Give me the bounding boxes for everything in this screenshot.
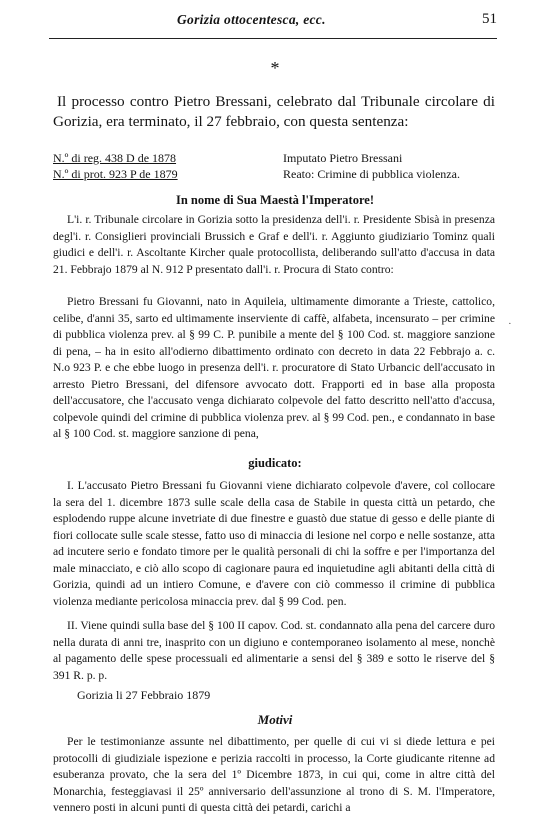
tribunal-paragraph: L'i. r. Tribunale circolare in Gorizia sotto la presidenza dell'i. r. Presidente Sbisà in presenza degl'i. r. Consiglieri provinciali Brussich e Graf e dell'i. r. Aggiunto giudiziario Tominz quali giudici e dell'i. r. Ascoltante Kircher quale protocollista, deliberando sull'atto d'accusa in data 21. Febbrajo 1879 al N. 912 P presentato dall'i. r. Procura di Stato contro: <box>53 213 495 276</box>
accused-paragraph: Pietro Bressani fu Giovanni, nato in Aquileia, ultimamente dimorante a Trieste, cattolico, celibe, d'anni 35, sarto ed ultimamente inserviente di caffè, alfabeta, incensurato – per crimine di pubblica violenza prev. al § 99 C. P. punibile a mente del § 100 Cod. st. maggiore sanzione di pena, – ha in esito all'odierno dibattimento ordinato con decreto in data 22 Febbrajo a. c. N.o 923 P. e che ebbe luogo in presenza dell'i. r. procuratore di Stato Urbancic dell'accusato in arresto Pietro Bressani, del difensore avvocato dott. Frapporti ed in base alla proposta dell'accusatore, che l'accusato venga dichiarato colpevole del fatto descritto nell'atto d'accusa, colpevole quindi del crimine di pubblica violenza prev. al § 99 Cod. pen., e condannato in base al § 100 Cod. st. maggiore sanzione di pena, <box>53 295 495 440</box>
verdict-point-two: II. Viene quindi sulla base del § 100 II capov. Cod. st. condannato alla pena del carcere duro nella durata di anni tre, inasprito con un digiuno e contemporaneo isolamento al mese, nonchè al pagamento delle spese processuali ed alimentarie a sensi del § 389 e sotto le riserve del § 391 R. p. p. <box>53 619 495 682</box>
motivi-paragraph: Per le testimonianze assunte nel dibattimento, per quelle di cui vi si diede lettura e pei protocolli di giudiziale ispezione e perizia raccolti in processo, la Corte giudicante ritenne ad esuberanza provato, che la sera del 1º Dicembre 1873, in cui qui, come in altre città del Monarchia, festeggiavasi il 25º anniversario dell'assunzione al trono di S. M. l'Imperatore, vennero posti in alcuni punti di questa città dei petardi, carichi a <box>53 735 495 814</box>
register-number: N.º di reg. 438 D de 1878 <box>53 151 177 165</box>
dateline: Gorizia li 27 Febbraio 1879 <box>77 688 211 702</box>
motivi-heading: Motivi <box>257 712 293 727</box>
offense-line: Reato: Crimine di pubblica violenza. <box>283 167 460 181</box>
verdict-heading: giudicato: <box>248 456 302 470</box>
protocol-number: N.º di prot. 923 P de 1879 <box>53 167 178 181</box>
section-star: * <box>270 58 280 78</box>
invocation: In nome di Sua Maestà l'Imperatore! <box>175 193 375 207</box>
verdict-point-one: I. L'accusato Pietro Bressani fu Giovanni viene dichiarato colpevole d'avere, col collocare la sera del 1. dicembre 1873 sulle scale della casa de Stabile in questa città un petardo, che esplodendo ruppe alcune invetriate di due finestre e guastò due statue di gesso e delle piante di fiori collocate sulle scale stesse, fatto uso di minaccia di lesione nel corpo e nelle sostanze, atta ad incutere serio e fondato timore per le qualità personali di chi la soffre e per l'importanza del male minacciato, e ciò allo scopo di cagionare paura ed inquietudine agli abitanti della città di Gorizia, quindi ad un intiero Comune, e d'avere con ciò commesso il crimine di pubblica violenza mediante pericolosa minaccia prev. dal § 99 Cod. pen. <box>53 479 495 608</box>
defendant-line: Imputato Pietro Bressani <box>283 151 403 165</box>
page-number: 51 <box>482 11 497 27</box>
running-header <box>49 0 497 39</box>
intro-paragraph: Il processo contro Pietro Bressani, celebrato dal Tribunale circolare di Gorizia, era terminato, il 27 febbraio, con questa sentenza: <box>53 93 495 130</box>
case-summary <box>283 150 498 182</box>
case-references <box>53 150 283 182</box>
margin-mark: · <box>508 318 512 330</box>
running-title: Gorizia ottocentesca, ecc. <box>177 12 326 27</box>
